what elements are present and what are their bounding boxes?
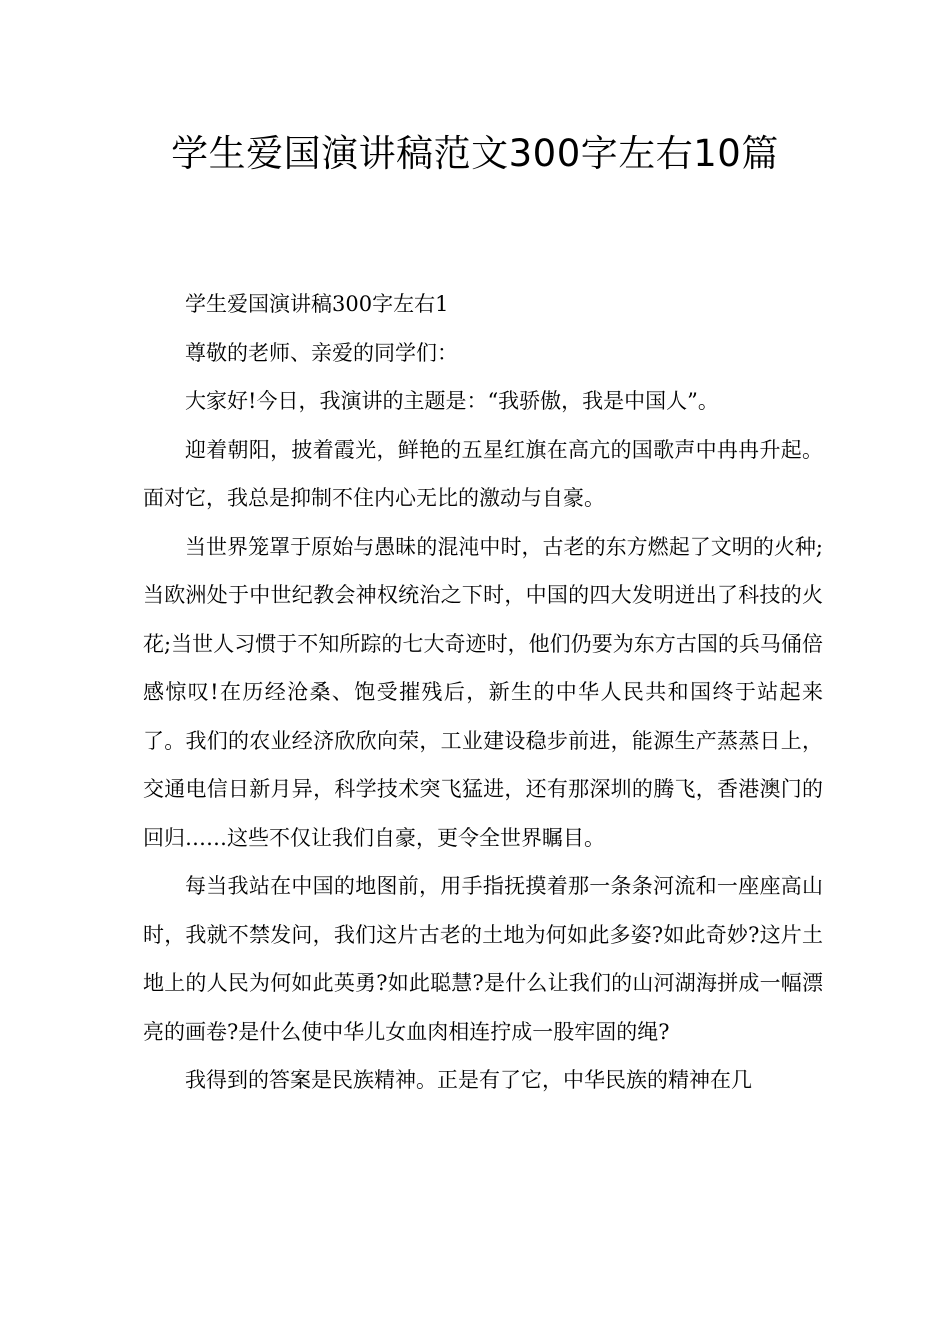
- document-title: 学生爱国演讲稿范文300字左右10篇: [171, 132, 779, 175]
- paragraph-greeting: 大家好!今日，我演讲的主题是：“我骄傲，我是中国人”。: [185, 389, 719, 413]
- paragraph: 我得到的答案是民族精神。正是有了它，中华民族的精神在几: [185, 1068, 752, 1092]
- paragraph: 迎着朝阳，披着霞光，鲜艳的五星红旗在高亢的国歌声中冉冉升起。面对它，我总是抑制不住内心无比的激动与自豪。: [143, 437, 823, 510]
- document-body: [143, 280, 823, 1105]
- paragraph: 每当我站在中国的地图前，用手指抚摸着那一条条河流和一座座高山时，我就不禁发问，我们这片古老的土地为何如此多姿?如此奇妙?这片土地上的人民为何如此英勇?如此聪慧?是什么让我们的山河湖海拼成一幅漂亮的画卷?是什么使中华儿女血肉相连拧成一股牢固的绳?: [143, 874, 823, 1044]
- paragraph-salutation: 尊敬的老师、亲爱的同学们：: [185, 340, 458, 365]
- paragraph: 当世界笼罩于原始与愚昧的混沌中时，古老的东方燃起了文明的火种;当欧洲处于中世纪教会神权统治之下时，中国的四大发明迸出了科技的火花;当世人习惯于不知所踪的七大奇迹时，他们仍要为东方古国的兵马俑倍感惊叹!在历经沧桑、饱受摧残后，新生的中华人民共和国终于站起来了。我们的农业经济欣欣向荣，工业建设稳步前进，能源生产蒸蒸日上，交通电信日新月异，科学技术突飞猛进，还有那深圳的腾飞，香港澳门的回归……这些不仅让我们自豪，更令全世界瞩目。: [143, 534, 823, 850]
- paragraph-heading: 学生爱国演讲稿300字左右1: [185, 292, 449, 316]
